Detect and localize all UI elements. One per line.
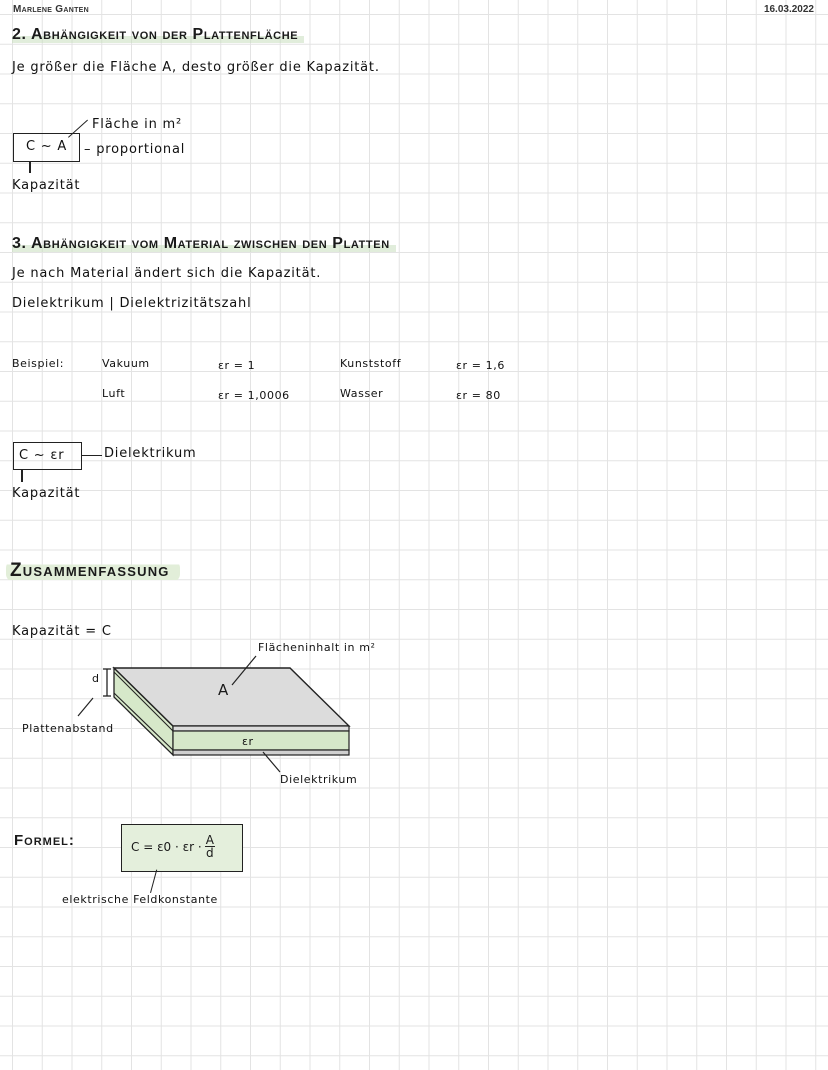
formula xyxy=(131,834,215,859)
pointer-line-capacity-2 xyxy=(21,470,23,482)
example-label: Beispiel: xyxy=(12,357,65,370)
symbol-epsilon: εr xyxy=(242,735,254,748)
plate-capacitor-diagram xyxy=(0,630,440,800)
formula-denominator: d xyxy=(205,846,214,860)
example-material-luft: Luft xyxy=(102,387,126,400)
formula-numerator: A xyxy=(205,833,214,847)
pointer-line-capacity xyxy=(29,161,31,173)
example-value-luft: εr = 1,0006 xyxy=(218,389,290,402)
pointer-line-constant xyxy=(150,869,157,893)
label-distance: Plattenabstand xyxy=(22,722,114,735)
label-capacity-2: Kapazität xyxy=(12,486,81,501)
author-name: Marlene Ganten xyxy=(13,4,89,15)
section-3-terms: Dielektrikum | Dielektrizitätszahl xyxy=(12,296,252,311)
formula-label: Formel: xyxy=(14,832,75,849)
formula-annotation: elektrische Feldkonstante xyxy=(62,893,218,906)
capacitor-dielectric xyxy=(173,731,349,750)
formula-lhs: C = ε0 · εr · xyxy=(131,839,202,854)
proportional-area-box xyxy=(13,133,80,162)
summary-title: Zusammenfassung xyxy=(6,560,180,582)
proportional-epsilon-box xyxy=(13,442,82,470)
symbol-area: A xyxy=(218,681,229,699)
label-area: Fläche in m² xyxy=(92,117,183,132)
example-material-wasser: Wasser xyxy=(340,387,384,400)
section-3-title: 3. Abhängigkeit vom Material zwischen den Platten xyxy=(12,235,396,253)
example-material-kunststoff: Kunststoff xyxy=(340,357,402,370)
section-2-title: 2. Abhängigkeit von der Plattenfläche xyxy=(12,26,304,44)
capacity-definition: Kapazität = C xyxy=(12,624,112,639)
date: 16.03.2022 xyxy=(763,4,814,15)
pointer-distance xyxy=(78,698,93,716)
label-dielectric-diagram: Dielektrikum xyxy=(280,773,358,786)
formula-fraction xyxy=(205,834,215,859)
label-proportional: – proportional xyxy=(84,142,186,157)
label-capacity: Kapazität xyxy=(12,178,81,193)
formula-c-prop-a: C ~ A xyxy=(26,139,68,154)
section-3-statement: Je nach Material ändert sich die Kapazität. xyxy=(12,266,322,281)
formula-box xyxy=(121,824,243,872)
section-2-statement: Je größer die Fläche A, desto größer die Kapazität. xyxy=(12,60,380,75)
pointer-line-dielectric xyxy=(82,455,102,456)
capacitor-bottom-plate xyxy=(173,750,349,755)
example-value-kunststoff: εr = 1,6 xyxy=(456,359,505,372)
label-dielectric: Dielektrikum xyxy=(104,446,197,461)
label-area-diagram: Flächeninhalt in m² xyxy=(258,641,376,654)
symbol-distance: d xyxy=(92,672,100,685)
example-value-vakuum: εr = 1 xyxy=(218,359,256,372)
example-material-vakuum: Vakuum xyxy=(102,357,150,370)
example-value-wasser: εr = 80 xyxy=(456,389,501,402)
formula-c-prop-epsilon: C ~ εr xyxy=(19,448,65,463)
